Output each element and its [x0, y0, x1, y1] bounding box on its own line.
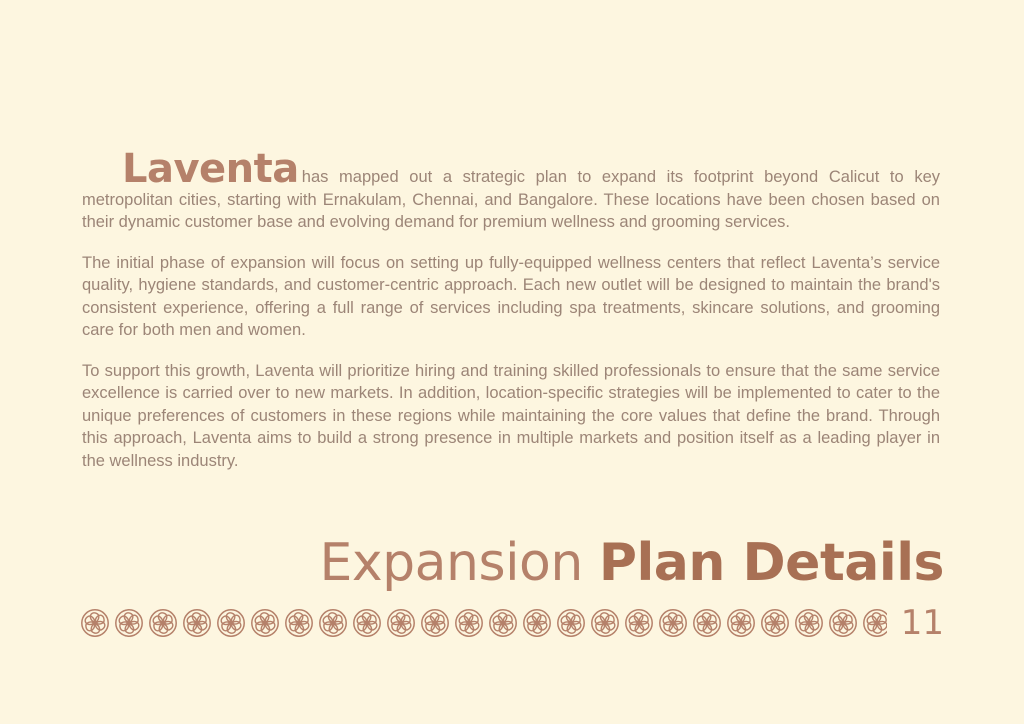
pinwheel-flower-ornament [862, 608, 887, 638]
paragraph-2: The initial phase of expansion will focus on setting up fully-equipped wellness centers that reflect Laventa’s service quality, hygiene standards, and customer-centric approach. Each new outlet will be designed to maintain the brand's consistent experience, offering a full range of services including spa treatments, skincare solutions, and grooming care for both men and women. [82, 253, 940, 339]
page-footer [80, 598, 944, 648]
pinwheel-flower-ornament [250, 608, 280, 638]
pinwheel-flower-ornament [760, 608, 790, 638]
pinwheel-flower-ornament [386, 608, 416, 638]
pinwheel-flower-ornament [114, 608, 144, 638]
pinwheel-flower-ornament [624, 608, 654, 638]
pinwheel-flower-ornament [284, 608, 314, 638]
body-content [82, 146, 940, 472]
pinwheel-flower-ornament [80, 608, 110, 638]
pinwheel-flower-ornament [352, 608, 382, 638]
page-number: 11 [900, 603, 944, 643]
pinwheel-flower-ornament [794, 608, 824, 638]
page-title-light: Expansion [319, 533, 599, 593]
page-title-bold: Plan Details [598, 533, 944, 593]
pinwheel-flower-ornament [590, 608, 620, 638]
pinwheel-flower-ornament [488, 608, 518, 638]
pinwheel-flower-ornament [216, 608, 246, 638]
pinwheel-flower-ornament [658, 608, 688, 638]
pinwheel-flower-ornament [420, 608, 450, 638]
pinwheel-flower-ornament [556, 608, 586, 638]
brand-name: Laventa [122, 146, 299, 192]
lead-paragraph-text: has mapped out a strategic plan to expand its footprint beyond Calicut to key metropolitan cities, starting with Ernakulam, Chennai, and Bangalore. These locations have been chosen based on their dynamic customer base and evolving demand for premium wellness and grooming services. [82, 168, 940, 231]
pinwheel-flower-ornament [182, 608, 212, 638]
pinwheel-flower-ornament [148, 608, 178, 638]
pinwheel-flower-ornament [454, 608, 484, 638]
page-title [320, 533, 944, 593]
pinwheel-flower-ornament [522, 608, 552, 638]
pinwheel-flower-ornament [726, 608, 756, 638]
pinwheel-flower-ornament [828, 608, 858, 638]
pinwheel-flower-ornament [692, 608, 722, 638]
paragraph-3: To support this growth, Laventa will prioritize hiring and training skilled professionals to ensure that the same service excellence is carried over to new markets. In addition, location-specific strategies will be implemented to cater to the unique preferences of customers in these regions while maintaining the core values that define the brand. Through this approach, Laventa aims to build a strong presence in multiple markets and position itself as a leading player in the wellness industry. [82, 361, 940, 470]
lead-paragraph [82, 146, 940, 234]
ornament-strip [80, 608, 887, 638]
pinwheel-flower-ornament [318, 608, 348, 638]
